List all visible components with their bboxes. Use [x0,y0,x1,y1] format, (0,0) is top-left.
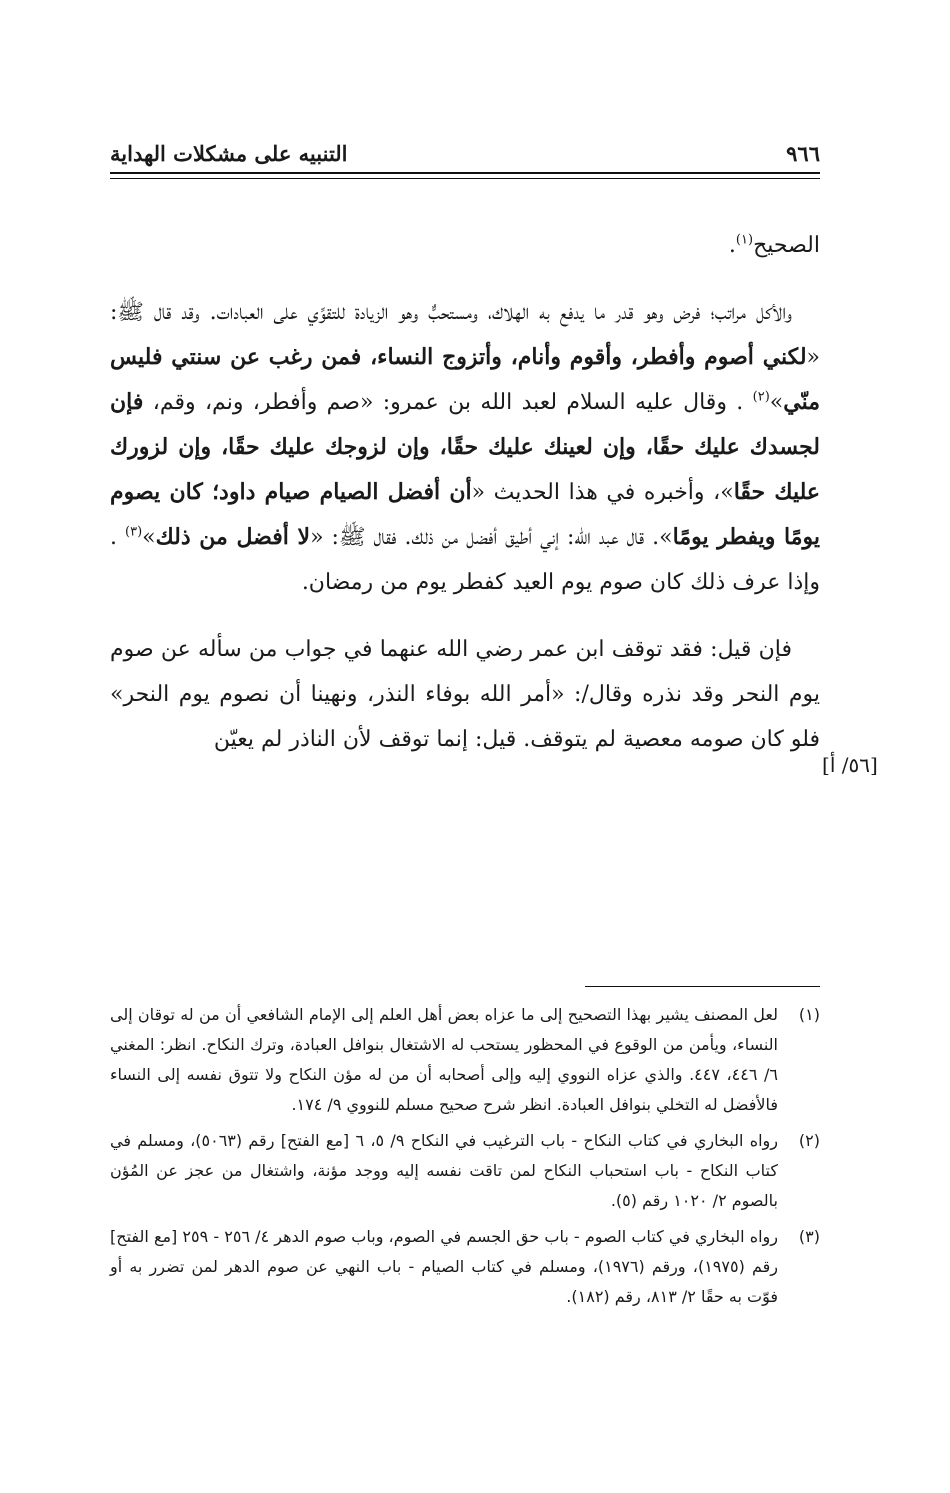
main-text [110,223,820,762]
footnote-number: (٢) [798,1131,820,1150]
footnote-1 [110,1000,820,1120]
footnote-ref-3: (٣) [125,524,143,540]
paragraph-2 [110,290,820,605]
footnotes [110,1000,820,1318]
hadith-quote-1: لكني أصوم وأفطر، وأقوم وأنام، وأتزوج النساء، فمن رغب عن سنتي فليس منّي [110,344,820,415]
paragraph-2-part-b: . وقال عليه السلام لعبد الله بن عمرو: «صم وأفطر، ونم، وقم، [143,390,753,415]
manuscript-folio-marker: [٥٦/ أ] [822,753,878,777]
footnote-number: (٣) [798,1227,820,1246]
paragraph-3: فإن قيل: فقد توقف ابن عمر رضي الله عنهما في جواب من سأله عن صوم يوم النحر وقد نذره وقال/: «أمر الله بوفاء النذر، ونهينا أن نصوم يوم النحر» فلو كان صومه معصية لم يتوقف. قيل: إنما توقف لأن الناذر لم يعيّن [110,637,820,752]
footnote-number: (١) [798,1005,820,1024]
paragraph-1-text: الصحيح [753,233,820,258]
page-header [110,120,820,166]
footnote-3 [110,1222,820,1312]
hadith-quote-4: لا أفضل من ذلك [155,524,311,550]
footnote-text: لعل المصنف يشير بهذا التصحيح إلى ما عزاه بعض أهل العلم إلى الإمام الشافعي أن من له توقان إلى النساء، ويأمن من الوقوع في المحظور يستحب له الاشتغال بنوافل العبادة، وترك النكاح. انظر: المغني ٦/ ٤٤٦، ٤٤٧. والذي عزاه النووي إليه وإلى أصحابه أن من له مؤن النكاح ولا تتوق نفسه إلى النساء فالأفضل له التخلي بنوافل العبادة. انظر شرح صحيح مسلم للنووي ٩/ ١٧٤. [110,1005,778,1114]
quote-close-4: » [142,525,156,550]
paragraph-2-part-a: والأكل مراتب؛ فرض وهو قدر ما يدفع به الهلاك، ومستحبٌّ وهو الزيادة للتقوِّي على العبادات. وقد قال ﷺ: « [110,300,820,370]
footnote-separator [585,986,820,987]
paragraph-2-part-d: ». قال عبد الله: إني أطيق أفضل من ذلك. فقال ﷺ: « [310,525,673,550]
running-title: التنبيه على مشكلات الهداية [110,141,348,166]
footnote-2 [110,1126,820,1216]
paragraph-1 [110,223,820,268]
hadith-quote-3: أن أفضل الصيام صيام داود؛ كان يصوم يومًا ويفطر يومًا [110,479,820,550]
hadith-quote-2: فإن لجسدك عليك حقًا، وإن لعينك عليك حقًا، وإن لزوجك عليك حقًا، وإن لزورك عليك حقًا [110,389,820,505]
header-rule [110,172,820,179]
quote-close-1: » [769,390,784,415]
page-number: ٩٦٦ [786,141,820,166]
footnote-text: رواه البخاري في كتاب الصوم - باب حق الجسم في الصوم، وباب صوم الدهر ٤/ ٢٥٦ - ٢٥٩ [مع الفتح] رقم (١٩٧٥)، ورقم (١٩٧٦)، ومسلم في كتاب الصيام - باب النهي عن صوم الدهر لمن تضرر به أو فوّت به حقًا ٢/ ٨١٣، رقم (١٨٢). [110,1227,778,1306]
footnote-text: رواه البخاري في كتاب النكاح - باب الترغيب في النكاح ٩/ ٥، ٦ [مع الفتح] رقم (٥٠٦٣)، ومسلم في كتاب النكاح - باب استحباب النكاح لمن تاقت نفسه إليه ووجد مؤنة، واشتغال من عجز عن المُؤن بالصوم ٢/ ١٠٢٠ رقم (٥). [110,1131,779,1210]
book-page [110,120,820,1306]
footnote-ref-1: (١) [735,232,754,248]
paragraph-1-end: . [728,233,736,258]
paragraph-2-part-e: . وإذا عرف ذلك كان صوم يوم العيد كفطر يوم من رمضان. [110,525,820,595]
footnote-ref-2: (٢) [752,389,770,405]
paragraph-2-part-c: »، وأخبره في هذا الحديث « [471,480,734,505]
